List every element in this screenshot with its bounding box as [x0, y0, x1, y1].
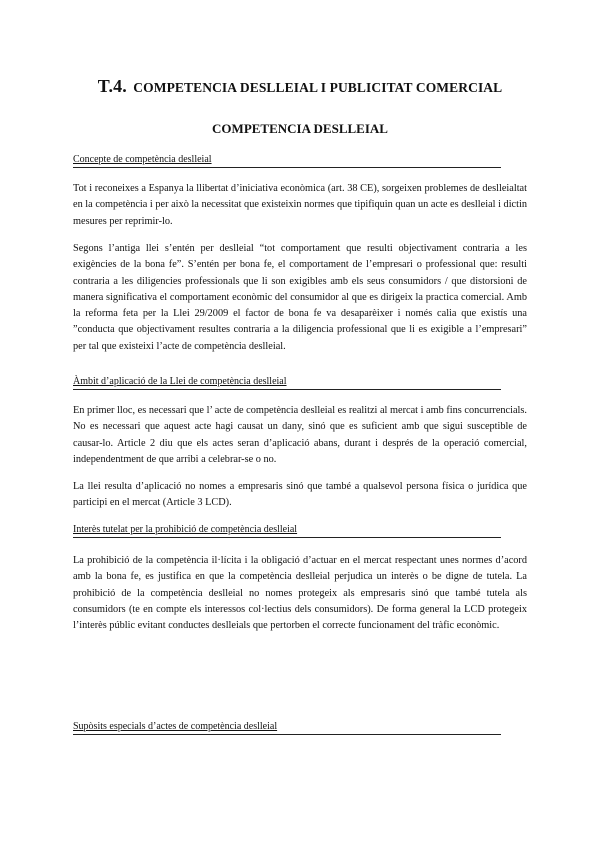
title-text: COMPETENCIA DESLLEIAL I PUBLICITAT COMERCIAL: [133, 80, 503, 95]
paragraph: La prohibició de la competència il·lícita i la obligació d’actuar en el mercat respectant unes normes d’acord amb la bona fe, es justifica en que la competència deslleial perjudica un interès o be digne de tutela. La prohibició de la competència deslleial no nomes protegeix als empresaris sinó que també tutela als consumidors (te en compte els interessos col·lectius dels consumidors). De forma general la LCD protegeix l’interès públic evitant conductes deslleials que pertorben el correcte funcionament del tràfic econòmic.: [73, 555, 527, 632]
section-subtitle: COMPETENCIA DESLLEIAL: [212, 121, 388, 136]
section-heading-concept: Concepte de competència deslleial: [73, 154, 212, 165]
title-number: T.4.: [97, 76, 127, 96]
heading-rule: [73, 537, 501, 538]
paragraph: Segons l’antiga llei s’entén per deslleial “tot comportament que resulti objectivament contraria a les exigències de la bona fe”. S’entén per bona fe, el comportament de l’empresari o professional que: resulti contraria a les diligencies professionals que li son exigibles amb els seus consumidors / que distorsioni de manera significativa el comportament econòmic del consumidor al que es dirigeix la practica comercial. Amb la reforma feta per la Llei 29/2009 el factor de bona fe va desaparèixer i només calia que existís una ”conducta que objectivament resultes contraria a la diligencia professional que li es exigible a l’empresari” per tal que existeixi l’acte de competència deslleial.: [73, 243, 527, 352]
heading-rule: [73, 167, 501, 168]
section-heading-scope: Àmbit d’aplicació de la Llei de competència deslleial: [73, 376, 287, 387]
section-heading-special-cases: Supòsits especials d’actes de competència deslleial: [73, 721, 278, 732]
paragraph: En primer lloc, es necessari que l’ acte de competència deslleial es realitzi al mercat i amb fins concurrencials. No es necessari que aquest acte hagi causat un dany, sinó que es suficient amb que sigui susceptible de causar-lo. Article 2 diu que els actes seran d’aplicació abans, durant i després de la operació comercial, independentment de que arribi a celebrar-se o no.: [73, 405, 527, 465]
paragraph: Tot i reconeixes a Espanya la llibertat d’iniciativa econòmica (art. 38 CE), sorgeixen problemes de deslleialtat en la competència i per això la necessitat que existeixin normes que tipifiquin quan un acte es deslleial i dictin mesures per reprimir-lo.: [73, 183, 527, 227]
document-title: [0, 76, 600, 97]
section-heading-interest: Interès tutelat per la prohibició de competència deslleial: [73, 524, 298, 535]
heading-rule: [73, 389, 501, 390]
heading-rule: [73, 734, 501, 735]
paragraph: La llei resulta d’aplicació no nomes a empresaris sinó que també a qualsevol persona física o jurídica que participi en el mercat (Article 3 LCD).: [73, 481, 527, 509]
